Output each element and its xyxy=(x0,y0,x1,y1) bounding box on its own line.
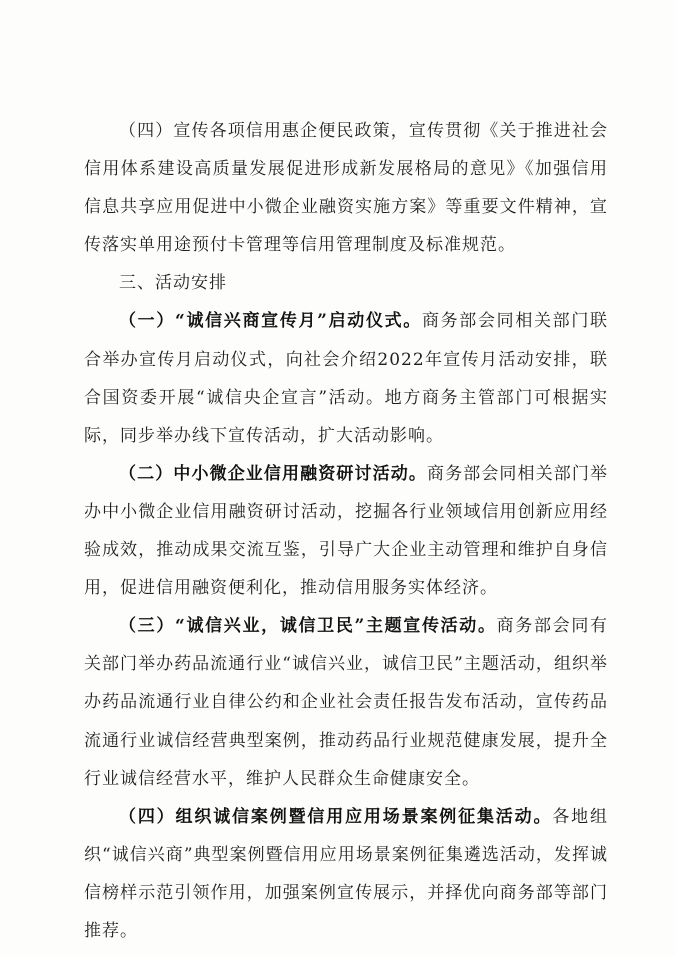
activity-title-3: （三）“诚信兴业，诚信卫民”主题宣传活动。 xyxy=(119,616,497,637)
policy-paragraph-text: （四）宣传各项信用惠企便民政策，宣传贯彻《关于推进社会信用体系建设高质量发展促进形成新发展格局的意见》《加强信用信息共享应用促进中小微企业融资实施方案》等重要文件精神，宣传落实单用途预付卡管理等信用管理制度及标准规范。 xyxy=(84,121,608,256)
activity-paragraph-4 xyxy=(84,798,608,950)
activity-title-2: （二）中小微企业信用融资研讨活动。 xyxy=(119,463,427,484)
activity-body-1: 商务部会同相关部门联合举办宣传月启动仪式，向社会介绍2022年宣传月活动安排，联合国资委开展“诚信央企宣言”活动。地方商务主管部门可根据实际，同步举办线下宣传活动，扩大活动影响。 xyxy=(84,311,609,446)
activity-paragraph-1 xyxy=(84,302,608,454)
activity-body-3: 商务部会同有关部门举办药品流通行业“诚信兴业，诚信卫民”主题活动，组织举办药品流通行业自律公约和企业社会责任报告发布活动，宣传药品流通行业诚信经营典型案例，推动药品行业规范健康发展，提升全行业诚信经营水平，维护人民群众生命健康安全。 xyxy=(84,616,608,789)
activity-body-2: 商务部会同相关部门举办中小微企业信用融资研讨活动，挖掘各行业领域信用创新应用经验成效，推动成果交流互鉴，引导广大企业主动管理和维护自身信用，促进信用融资便利化，推动信用服务实体经济。 xyxy=(84,463,609,599)
document-body xyxy=(84,112,608,950)
activity-title-4: （四）组织诚信案例暨信用应用场景案例征集活动。 xyxy=(119,806,553,827)
activity-paragraph-3 xyxy=(84,607,608,797)
section-heading: 三、活动安排 xyxy=(119,273,227,294)
activity-paragraph-2 xyxy=(84,455,608,607)
activity-body-4: 各地组织“诚信兴商”典型案例暨信用应用场景案例征集遴选活动，发挥诚信榜样示范引领作用，加强案例宣传展示，并择优向商务部等部门推荐。 xyxy=(84,806,609,941)
policy-paragraph xyxy=(84,112,608,264)
activity-title-1: （一）“诚信兴商宣传月”启动仪式。 xyxy=(119,311,422,332)
